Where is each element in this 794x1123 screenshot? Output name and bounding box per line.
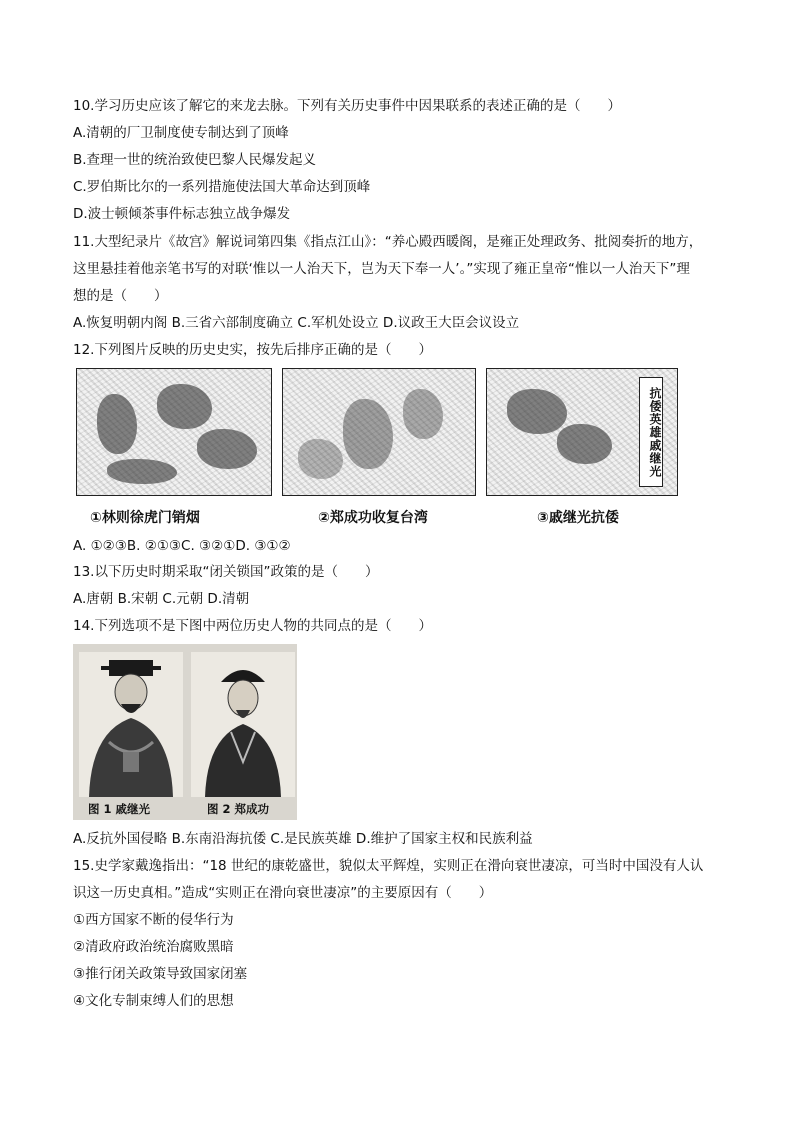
q15-item-3: ③推行闭关政策导致国家闭塞 (73, 966, 248, 982)
q12-picture-2 (282, 368, 476, 496)
q14-portrait-zheng-chenggong (191, 652, 295, 797)
q10-option-d: D.波士顿倾茶事件标志独立战争爆发 (73, 206, 291, 222)
q11-stem-line2: 这里悬挂着他亲笔书写的对联‘惟以一人治天下，岂为天下奉一人’。”实现了雍正皇帝“惟以一人治天下”理 (73, 261, 690, 277)
q12-caption-2: ②郑成功收复台湾 (318, 510, 428, 526)
q14-fig2-caption: 图 2 郑成功 (207, 802, 270, 816)
q15-stem-line2: 识这一历史真相。”造成“实则正在滑向衰世凄凉”的主要原因有（ ） (73, 885, 493, 901)
q15-item-1: ①西方国家不断的侵华行为 (73, 912, 234, 928)
q14-portrait-qi-jiguang (79, 652, 183, 797)
q12-picture-1 (76, 368, 272, 496)
q12-picture-3-inscription: 抗倭英雄戚继光 (639, 377, 663, 487)
q15-item-2: ②清政府政治统治腐败黑暗 (73, 939, 234, 955)
q14-stem: 14.下列选项不是下图中两位历史人物的共同点的是（ ） (73, 618, 432, 634)
q13-stem: 13.以下历史时期采取“闭关锁国”政策的是（ ） (73, 564, 379, 580)
q12-picture-3 (486, 368, 678, 496)
q12-options: A. ①②③B. ②①③C. ③②①D. ③①② (73, 538, 291, 554)
q11-stem-line1: 11.大型纪录片《故宫》解说词第四集《指点江山》：“养心殿西暖阁，是雍正处理政务、批阅奏折的地方， (73, 234, 703, 250)
q14-options: A.反抗外国侵略 B.东南沿海抗倭 C.是民族英雄 D.维护了国家主权和民族利益 (73, 831, 533, 847)
q10-option-b: B.查理一世的统治致使巴黎人民爆发起义 (73, 152, 317, 168)
q11-stem-line3: 想的是（ ） (73, 288, 168, 304)
q15-item-4: ④文化专制束缚人们的思想 (73, 993, 234, 1009)
q10-stem: 10.学习历史应该了解它的来龙去脉。下列有关历史事件中因果联系的表述正确的是（ ） (73, 98, 621, 114)
q11-options: A.恢复明朝内阁 B.三省六部制度确立 C.军机处设立 D.议政王大臣会议设立 (73, 315, 520, 331)
q15-stem-line1: 15.史学家戴逸指出：“18 世纪的康乾盛世，貌似太平辉煌，实则正在滑向衰世凄凉，可当时中国没有人认 (73, 858, 704, 874)
q12-caption-1: ①林则徐虎门销烟 (90, 510, 200, 526)
q13-options: A.唐朝 B.宋朝 C.元朝 D.清朝 (73, 591, 250, 607)
q12-stem: 12.下列图片反映的历史史实，按先后排序正确的是（ ） (73, 342, 432, 358)
q10-option-c: C.罗伯斯比尔的一系列措施使法国大革命达到顶峰 (73, 179, 371, 195)
q14-photo (73, 644, 297, 820)
q12-caption-3: ③戚继光抗倭 (537, 510, 619, 526)
q14-fig1-caption: 图 1 戚继光 (88, 802, 151, 816)
q10-option-a: A.清朝的厂卫制度使专制达到了顶峰 (73, 125, 289, 141)
